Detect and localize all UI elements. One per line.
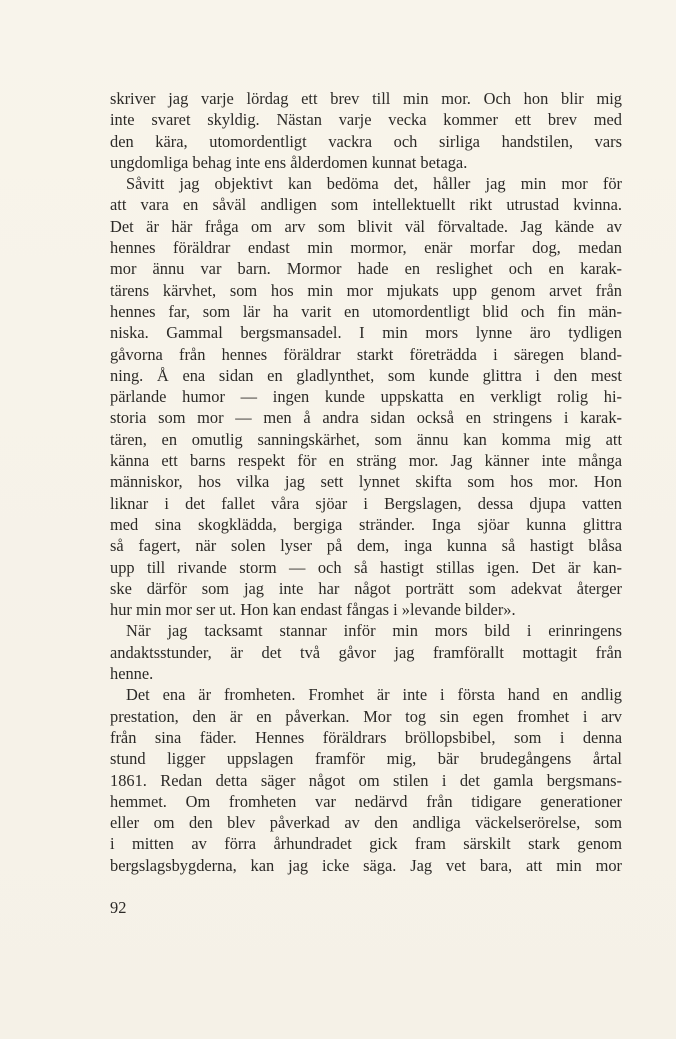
page-number: 92 — [110, 898, 127, 917]
text-line: känna ett barns respekt för en sträng mor. Jag känner inte många — [110, 451, 622, 471]
text-line: den kära, utomordentligt vackra och sirliga handstilen, vars — [110, 131, 622, 151]
text-line: i mitten av förra århundradet gick fram särskilt stark genom — [110, 834, 622, 854]
text-line: upp till rivande storm — och så hastigt stillas igen. Det är kan- — [110, 557, 622, 577]
text-line: När jag tacksamt stannar inför min mors bild i erinringens — [126, 621, 622, 641]
text-line: Det ena är fromheten. Fromhet är inte i första hand en andlig — [126, 685, 622, 705]
text-line: henne. — [110, 664, 154, 684]
text-line: pärlande humor — ingen kunde uppskatta en verkligt rolig hi- — [110, 387, 622, 407]
text-line: människor, hos vilka jag sett lynnet skifta som hos mor. Hon — [110, 472, 622, 492]
text-line: niska. Gammal bergsmansadel. I min mors lynne äro tydligen — [110, 323, 622, 343]
text-line: tärens kärvhet, som hos min mor mjukats upp genom arvet från — [110, 280, 622, 300]
text-line: storia som mor — men å andra sidan också en stringens i karak- — [110, 408, 622, 428]
text-line: så fagert, när solen lyser på dem, inga kunna så hastigt blåsa — [110, 536, 622, 556]
text-line: eller om den blev påverkad av den andliga väckelserörelse, som — [110, 813, 622, 833]
text-line: prestation, den är en påverkan. Mor tog sin egen fromhet i arv — [110, 706, 622, 726]
text-line: ske därför som jag inte har något porträtt som adekvat återger — [110, 578, 622, 598]
body-text — [110, 88, 622, 876]
text-line: Det är här fråga om arv som blivit väl förvaltade. Jag kände av — [110, 216, 622, 236]
text-line: bergslagsbygderna, kan jag icke säga. Jag vet bara, att min mor — [110, 855, 622, 875]
text-line: Såvitt jag objektivt kan bedöma det, håller jag min mor för — [126, 174, 622, 194]
text-line: hemmet. Om fromheten var nedärvd från tidigare generationer — [110, 791, 622, 811]
text-line: stund ligger uppslagen framför mig, bär brudegångens årtal — [110, 749, 622, 769]
text-line: med sina skogklädda, bergiga stränder. Inga sjöar kunna glittra — [110, 514, 622, 534]
text-line: tären, en omutlig sanningskärhet, som ännu kan komma mig att — [110, 429, 622, 449]
text-line: från sina fäder. Hennes föräldrars bröllopsbibel, som i denna — [110, 727, 622, 747]
text-line: skriver jag varje lördag ett brev till min mor. Och hon blir mig — [110, 89, 622, 108]
text-line: 1861. Redan detta säger något om stilen i det gamla bergsmans- — [110, 770, 622, 790]
text-line: andaktsstunder, är det två gåvor jag framförallt mottagit från — [110, 642, 622, 662]
text-line: hennes far, som lär ha varit en utomordentligt blid och fin män- — [110, 301, 622, 321]
text-line: mor ännu var barn. Mormor hade en reslighet och en karak- — [110, 259, 622, 279]
text-line: inte svaret skyldig. Nästan varje vecka kommer ett brev med — [110, 110, 622, 130]
text-line: hur min mor ser ut. Hon kan endast fångas i »levande bilder». — [110, 600, 516, 620]
text-line: ning. Å ena sidan en gladlynthet, som kunde glittra i den mest — [110, 365, 622, 385]
text-line: liknar i det fallet våra sjöar i Bergslagen, dessa djupa vatten — [110, 493, 622, 513]
text-line: hennes föräldrar endast min mormor, enär morfar dog, medan — [110, 238, 622, 258]
text-line: ungdomliga behag inte ens ålderdomen kunnat betaga. — [110, 152, 468, 172]
text-line: gåvorna från hennes föräldrar starkt företrädda i säregen bland- — [110, 344, 622, 364]
text-line: att vara en såväl andligen som intellektuellt rikt utrustad kvinna. — [110, 195, 622, 215]
